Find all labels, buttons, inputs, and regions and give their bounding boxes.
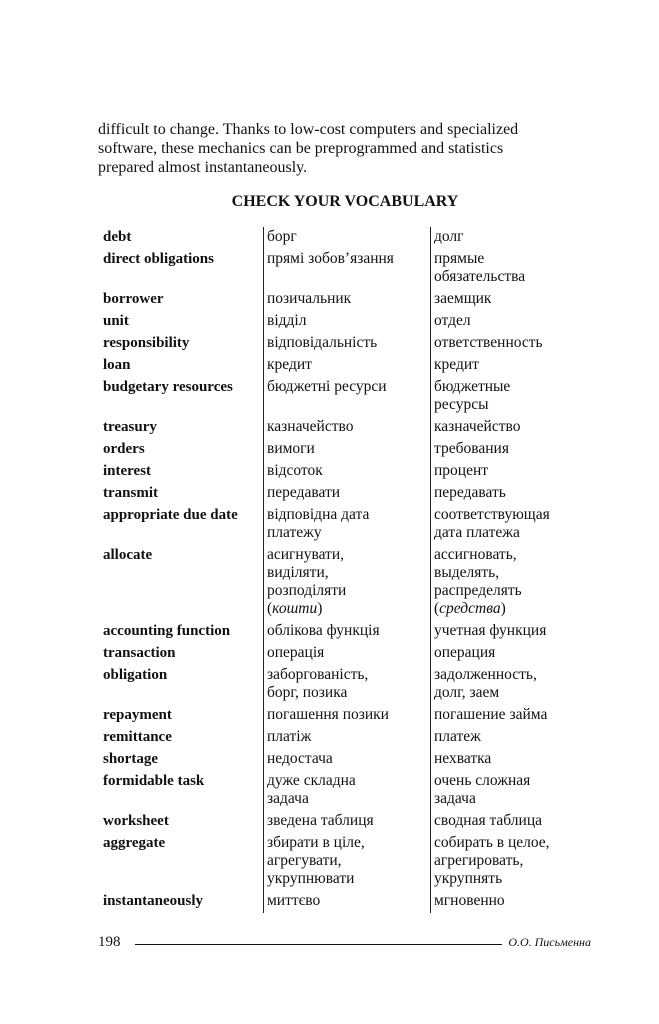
translation-line: требования: [434, 440, 509, 457]
translation-line: платеж: [434, 728, 481, 745]
translation-line: агрегувати,: [267, 852, 342, 869]
translation-line: миттєво: [267, 892, 321, 909]
ukrainian-translation: [264, 289, 431, 311]
translation-line: платежу: [267, 524, 322, 541]
vocabulary-row: [100, 643, 591, 665]
translation-note-text: средства: [439, 600, 501, 617]
translation-line: операція: [267, 644, 325, 661]
intro-line: difficult to change. Thanks to low-cost computers and specialized: [98, 121, 519, 138]
russian-translation: [431, 727, 592, 749]
ukrainian-translation: [264, 665, 431, 705]
russian-translation: [431, 643, 592, 665]
ukrainian-translation: [264, 771, 431, 811]
translation-line: недостача: [267, 750, 333, 767]
english-term: repayment: [103, 707, 172, 723]
translation-line: прямі зобов’язання: [267, 250, 394, 267]
translation-line: ресурсы: [434, 396, 489, 413]
ukrainian-translation: [264, 311, 431, 333]
english-term: remittance: [103, 729, 172, 745]
translation-line: дата платежа: [434, 524, 520, 541]
page-footer: [98, 932, 591, 952]
russian-translation: [431, 289, 592, 311]
translation-line: собирать в целое,: [434, 834, 550, 851]
vocabulary-row: [100, 461, 591, 483]
vocabulary-row: [100, 355, 591, 377]
translation-line: процент: [434, 462, 489, 479]
section-heading: CHECK YOUR VOCABULARY: [231, 193, 459, 210]
translation-line: заемщик: [434, 290, 492, 307]
translation-line: долг: [434, 228, 464, 245]
translation-line: укрупнять: [434, 870, 503, 887]
english-term: orders: [103, 441, 145, 457]
ukrainian-translation: [264, 333, 431, 355]
ukrainian-translation: [264, 705, 431, 727]
vocabulary-row: [100, 727, 591, 749]
translation-line: кредит: [434, 356, 479, 373]
translation-line: платіж: [267, 728, 312, 745]
footer-author: О.О. Письменна: [508, 934, 591, 949]
vocabulary-row: [100, 705, 591, 727]
vocabulary-row: [100, 483, 591, 505]
ukrainian-translation: [264, 505, 431, 545]
translation-line: асигнувати,: [267, 546, 344, 563]
russian-translation: [431, 771, 592, 811]
ukrainian-translation: [264, 483, 431, 505]
english-term: responsibility: [103, 335, 190, 351]
translation-line: дуже складна: [267, 772, 356, 789]
english-term: obligation: [103, 667, 168, 683]
translation-line: борг, позика: [267, 684, 348, 701]
translation-line: збирати в ціле,: [267, 834, 365, 851]
russian-translation: [431, 545, 592, 621]
vocabulary-row: [100, 545, 591, 621]
translation-line: ответственность: [434, 334, 543, 351]
english-term: transmit: [103, 485, 158, 501]
translation-line: погашение займа: [434, 706, 548, 723]
russian-translation: [431, 355, 592, 377]
russian-translation: [431, 665, 592, 705]
english-term: formidable task: [103, 773, 205, 789]
vocabulary-row: [100, 249, 591, 289]
russian-translation: [431, 417, 592, 439]
translation-line: очень сложная: [434, 772, 531, 789]
russian-translation: [431, 833, 592, 891]
ukrainian-translation: [264, 833, 431, 891]
russian-translation: [431, 311, 592, 333]
translation-line: отдел: [434, 312, 471, 329]
translation-line: погашення позики: [267, 706, 389, 723]
translation-line: вимоги: [267, 440, 315, 457]
english-term: interest: [103, 463, 152, 479]
vocabulary-row: [100, 333, 591, 355]
translation-line: бюджетні ресурси: [267, 378, 387, 395]
vocabulary-table-body: [100, 227, 591, 913]
russian-translation: [431, 749, 592, 771]
russian-translation: [431, 891, 592, 913]
english-term: accounting function: [103, 623, 231, 639]
translation-line: мгновенно: [434, 892, 505, 909]
ukrainian-translation: [264, 749, 431, 771]
translation-line: задача: [267, 790, 309, 807]
english-term: direct obligations: [103, 251, 214, 267]
english-term: worksheet: [103, 813, 169, 829]
translation-line: казначейство: [267, 418, 354, 435]
intro-line: software, these mechanics can be preprogrammed and statistics: [98, 140, 504, 157]
translation-line: розподіляти: [267, 582, 347, 599]
translation-line: передавати: [267, 484, 341, 501]
intro-paragraph: [98, 120, 591, 177]
translation-line: бюджетные: [434, 378, 511, 395]
translation-line: задача: [434, 790, 476, 807]
russian-translation: [431, 439, 592, 461]
vocabulary-row: [100, 311, 591, 333]
footer-rule: [135, 944, 503, 945]
russian-translation: [431, 377, 592, 417]
ukrainian-translation: [264, 461, 431, 483]
translation-line: соответствующая: [434, 506, 550, 523]
ukrainian-translation: [264, 439, 431, 461]
translation-line: облікова функція: [267, 622, 380, 639]
russian-translation: [431, 483, 592, 505]
translation-line: учетная функция: [434, 622, 547, 639]
translation-line: сводная таблица: [434, 812, 543, 829]
ukrainian-translation: [264, 621, 431, 643]
intro-line: prepared almost instantaneously.: [98, 159, 308, 176]
translation-line: виділяти,: [267, 564, 329, 581]
english-term: budgetary resources: [103, 379, 233, 395]
vocabulary-row: [100, 833, 591, 891]
russian-translation: [431, 333, 592, 355]
translation-line: позичальник: [267, 290, 352, 307]
ukrainian-translation: [264, 727, 431, 749]
translation-line: распределять: [434, 582, 522, 599]
ukrainian-translation: [264, 377, 431, 417]
translation-line: відділ: [267, 312, 307, 329]
translation-note: (кошти): [267, 600, 323, 617]
translation-line: ассигновать,: [434, 546, 517, 563]
english-term: unit: [103, 313, 129, 329]
russian-translation: [431, 461, 592, 483]
ukrainian-translation: [264, 249, 431, 289]
translation-line: прямые: [434, 250, 485, 267]
translation-note-text: кошти: [272, 600, 318, 617]
translation-line: кредит: [267, 356, 312, 373]
english-term: treasury: [103, 419, 157, 435]
vocabulary-row: [100, 377, 591, 417]
ukrainian-translation: [264, 545, 431, 621]
ukrainian-translation: [264, 643, 431, 665]
translation-line: выделять,: [434, 564, 500, 581]
translation-note: (средства): [434, 600, 506, 617]
english-term: debt: [103, 229, 132, 245]
ukrainian-translation: [264, 355, 431, 377]
translation-line: казначейство: [434, 418, 521, 435]
translation-line: борг: [267, 228, 297, 245]
vocabulary-row: [100, 665, 591, 705]
translation-line: відповідна дата: [267, 506, 370, 523]
russian-translation: [431, 249, 592, 289]
english-term: shortage: [103, 751, 158, 767]
english-term: aggregate: [103, 835, 166, 851]
vocabulary-row: [100, 749, 591, 771]
translation-line: операция: [434, 644, 496, 661]
russian-translation: [431, 705, 592, 727]
translation-line: нехватка: [434, 750, 492, 767]
vocabulary-row: [100, 505, 591, 545]
vocabulary-row: [100, 439, 591, 461]
translation-line: долг, заем: [434, 684, 500, 701]
english-term: allocate: [103, 547, 153, 563]
translation-line: укрупнювати: [267, 870, 355, 887]
ukrainian-translation: [264, 417, 431, 439]
vocabulary-row: [100, 771, 591, 811]
translation-line: агрегировать,: [434, 852, 524, 869]
vocabulary-row: [100, 417, 591, 439]
ukrainian-translation: [264, 891, 431, 913]
vocabulary-table: [100, 227, 591, 913]
english-term: instantaneously: [103, 893, 204, 909]
translation-line: відповідальність: [267, 334, 378, 351]
page-number: 198: [98, 933, 121, 950]
english-term: appropriate due date: [103, 507, 238, 523]
english-term: loan: [103, 357, 131, 373]
vocabulary-row: [100, 621, 591, 643]
vocabulary-row: [100, 227, 591, 249]
ukrainian-translation: [264, 811, 431, 833]
translation-line: зведена таблиця: [267, 812, 374, 829]
translation-line: передавать: [434, 484, 506, 501]
vocabulary-row: [100, 289, 591, 311]
vocabulary-row: [100, 811, 591, 833]
translation-line: відсоток: [267, 462, 323, 479]
russian-translation: [431, 227, 592, 249]
english-term: borrower: [103, 291, 164, 307]
translation-line: заборгованість,: [267, 666, 369, 683]
english-term: transaction: [103, 645, 176, 661]
russian-translation: [431, 505, 592, 545]
russian-translation: [431, 811, 592, 833]
ukrainian-translation: [264, 227, 431, 249]
russian-translation: [431, 621, 592, 643]
translation-line: задолженность,: [434, 666, 537, 683]
translation-line: обязательства: [434, 268, 526, 285]
vocabulary-row: [100, 891, 591, 913]
